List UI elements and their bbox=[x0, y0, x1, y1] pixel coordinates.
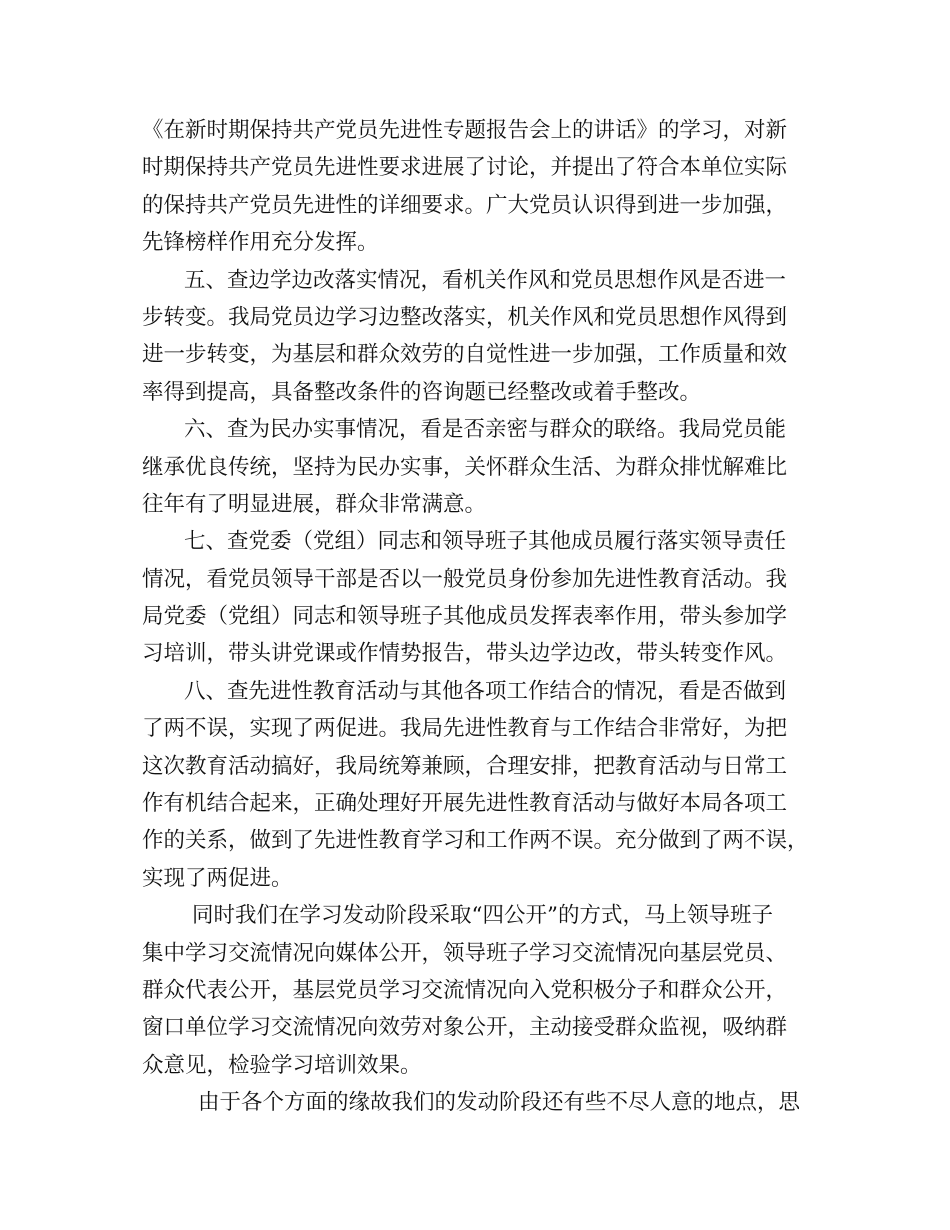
text-line: 情况，看党员领导干部是否以一般党员身份参加先进性教育活动。我 bbox=[142, 566, 788, 592]
text-line: 往年有了明显进展，群众非常满意。 bbox=[142, 491, 487, 517]
text-line: 八、查先进性教育活动与其他各项工作结合的情况，看是否做到 bbox=[184, 678, 787, 704]
text-line: 七、查党委（党组）同志和领导班子其他成员履行落实领导责任 bbox=[184, 529, 787, 555]
text-line: 步转变。我局党员边学习边整改落实，机关作风和党员思想作风得到 bbox=[142, 304, 788, 330]
body-text bbox=[142, 112, 827, 1122]
text-line: 群众代表公开，基层党员学习交流情况向入党积极分子和群众公开， bbox=[142, 977, 788, 1003]
text-line: 了两不误，实现了两促进。我局先进性教育与工作结合非常好，为把 bbox=[142, 716, 788, 742]
text-line: 率得到提高，具备整改条件的咨询题已经整改或着手整改。 bbox=[142, 379, 702, 405]
text-line: 同时我们在学习发动阶段采取“四公开”的方式，马上领导班子 bbox=[192, 903, 773, 929]
text-line: 五、查边学边改落实情况，看机关作风和党员思想作风是否进一 bbox=[184, 267, 787, 293]
text-line: 的保持共产党员先进性的详细要求。广大党员认识得到进一步加强， bbox=[142, 192, 788, 218]
text-line: 众意见，检验学习培训效果。 bbox=[142, 1052, 422, 1078]
text-line: 作有机结合起来，正确处理好开展先进性教育活动与做好本局各项工 bbox=[142, 791, 788, 817]
text-line: 先锋榜样作用充分发挥。 bbox=[142, 230, 379, 256]
text-line: 习培训，带头讲党课或作情势报告，带头边学边改，带头转变作风。 bbox=[142, 641, 788, 667]
text-line: 《在新时期保持共产党员先进性专题报告会上的讲话》的学习，对新 bbox=[142, 118, 788, 143]
text-line: 这次教育活动搞好，我局统筹兼顾，合理安排，把教育活动与日常工 bbox=[142, 753, 788, 779]
text-line: 集中学习交流情况向媒体公开，领导班子学习交流情况向基层党员、 bbox=[142, 940, 788, 966]
text-line: 进一步转变，为基层和群众效劳的自觉性进一步加强，工作质量和效 bbox=[142, 342, 788, 368]
text-line: 由于各个方面的缘故我们的发动阶段还有些不尽人意的地点，思 bbox=[198, 1090, 801, 1116]
text-line: 窗口单位学习交流情况向效劳对象公开，主动接受群众监视，吸纳群 bbox=[142, 1015, 788, 1041]
text-line: 六、查为民办实事情况，看是否亲密与群众的联络。我局党员能 bbox=[184, 417, 787, 443]
text-line: 实现了两促进。 bbox=[142, 865, 293, 891]
text-line: 继承优良传统，坚持为民办实事，关怀群众生活、为群众排忧解难比 bbox=[142, 454, 788, 480]
text-line: 局党委（党组）同志和领导班子其他成员发挥表率作用，带头参加学 bbox=[142, 604, 788, 630]
text-line: 时期保持共产党员先进性要求进展了讨论，并提出了符合本单位实际 bbox=[142, 155, 788, 181]
text-line: 作的关系，做到了先进性教育学习和工作两不误。充分做到了两不误， bbox=[142, 828, 809, 854]
